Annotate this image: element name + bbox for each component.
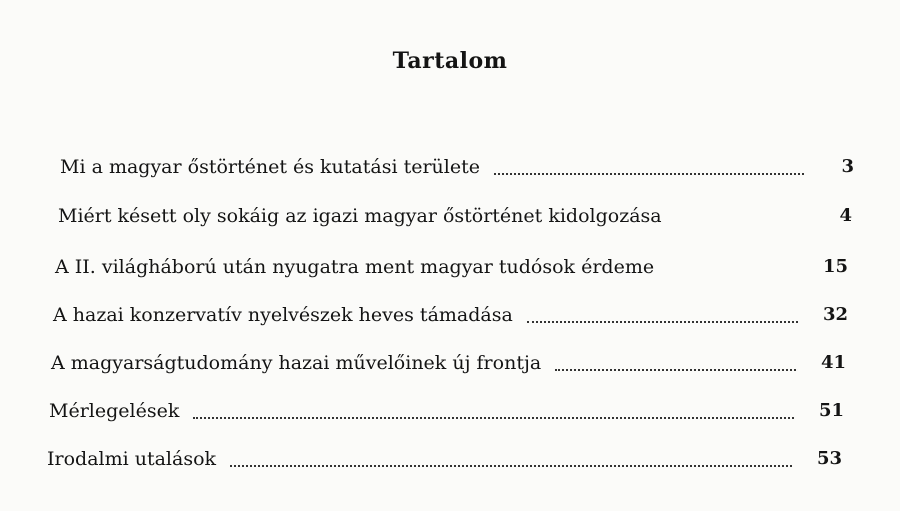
toc-entry-page: 51 xyxy=(818,400,844,421)
toc-entry-title: Irodalmi utalások xyxy=(47,448,217,470)
toc-entry xyxy=(55,248,848,278)
dot-leader xyxy=(555,369,796,371)
toc-entry xyxy=(53,296,848,326)
dot-leader xyxy=(494,173,804,175)
toc-entry-page: 32 xyxy=(822,304,848,325)
toc-entry-title: Mérlegelések xyxy=(49,400,180,422)
toc-entry xyxy=(58,197,852,227)
toc-entry xyxy=(60,148,854,178)
dot-leader xyxy=(527,321,798,323)
toc-entry-page: 3 xyxy=(841,156,854,177)
toc-entry-title: Mi a magyar őstörténet és kutatási területe xyxy=(60,156,480,178)
toc-entry-page: 41 xyxy=(820,352,846,373)
toc-entry xyxy=(51,344,846,374)
toc-entry-page: 53 xyxy=(816,448,842,469)
toc-entry xyxy=(49,392,844,422)
toc-entry-page: 15 xyxy=(822,256,848,277)
toc-entry-title: A II. világháború után nyugatra ment magyar tudósok érdeme xyxy=(55,256,655,278)
dot-leader xyxy=(230,465,792,467)
page-title: Tartalom xyxy=(392,48,508,74)
dot-leader xyxy=(193,417,794,419)
toc-entry-title: A hazai konzervatív nyelvészek heves támadása xyxy=(53,304,513,326)
toc-entry-title: Miért késett oly sokáig az igazi magyar őstörténet kidolgozása xyxy=(58,205,662,227)
toc-entry-page: 4 xyxy=(839,205,852,226)
toc-entry xyxy=(47,440,842,470)
toc-entry-title: A magyarságtudomány hazai művelőinek új frontja xyxy=(51,352,542,374)
